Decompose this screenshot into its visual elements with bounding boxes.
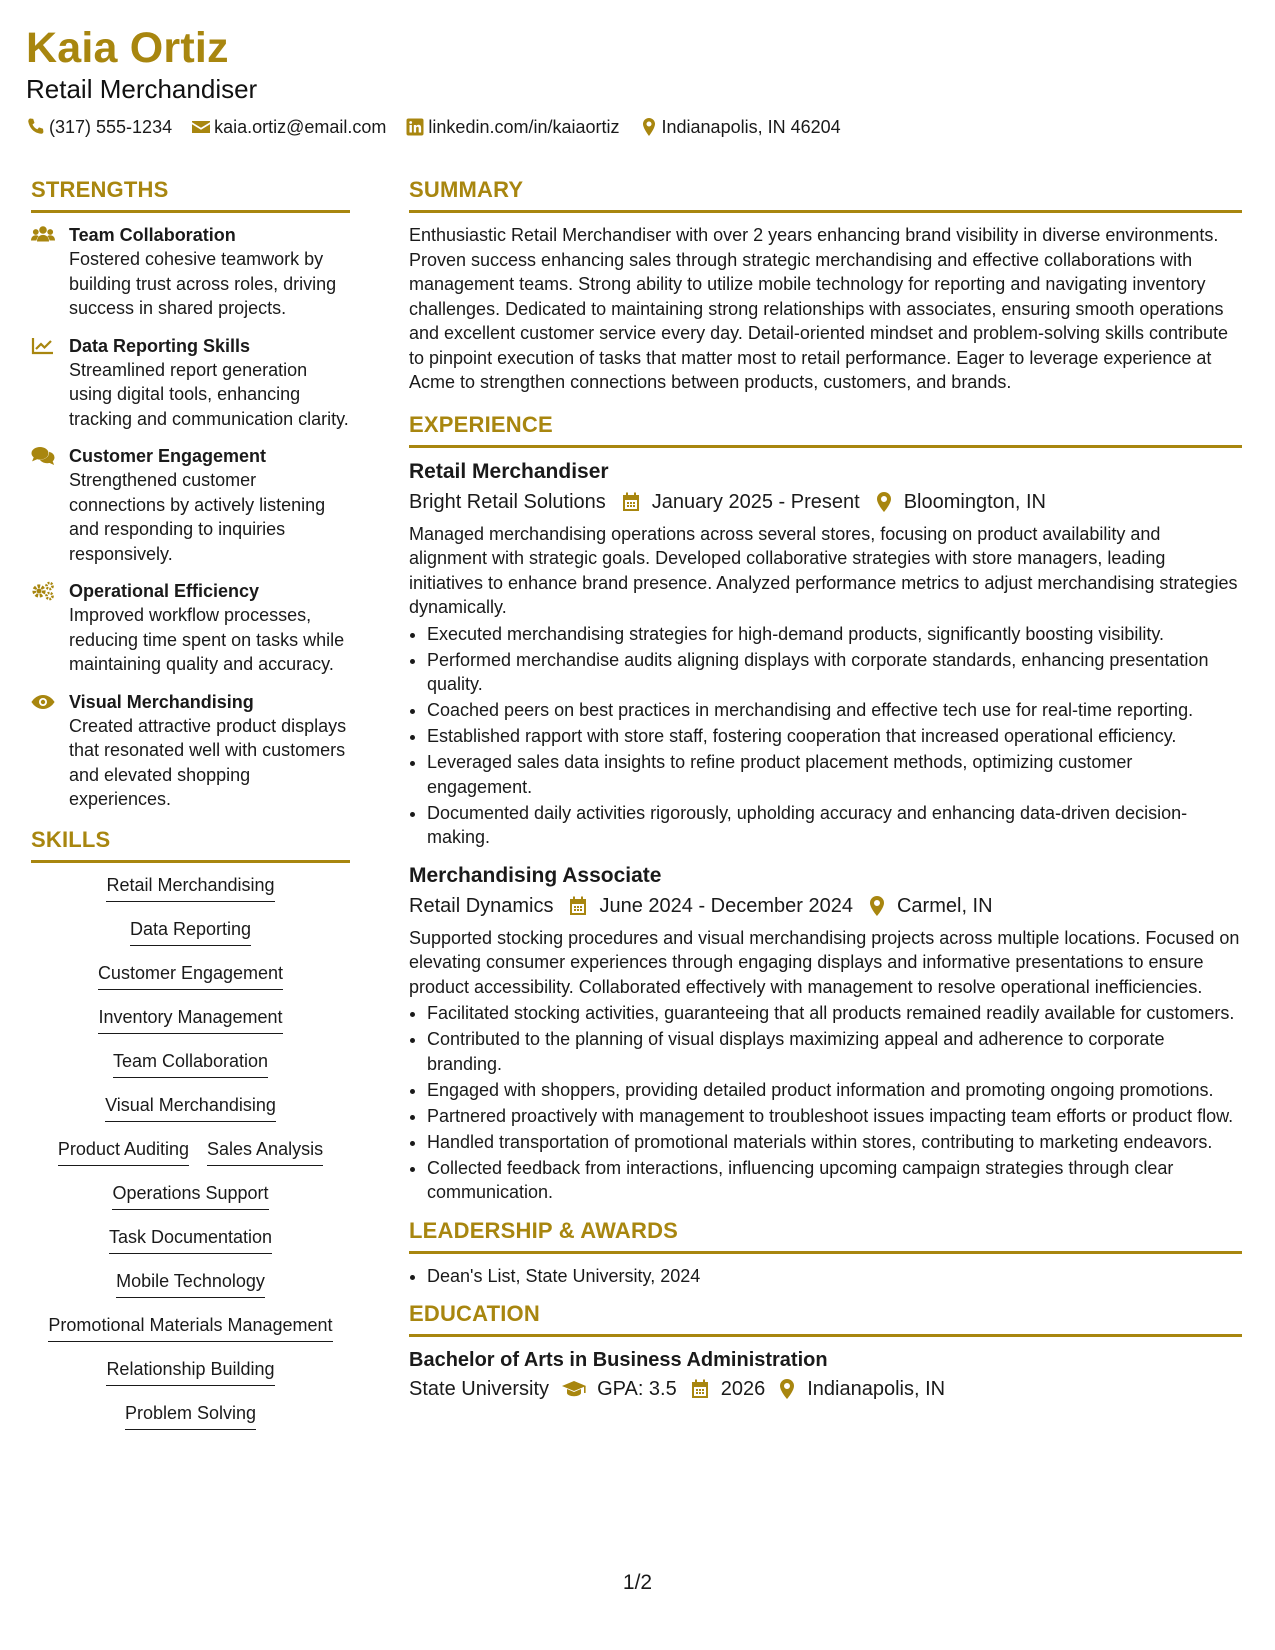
section-divider [31,210,350,213]
section-divider [409,1251,1242,1254]
skill-tag: Mobile Technology [116,1269,265,1298]
job-bullet: • Documented daily activities rigorously, upholding accuracy and enhancing data-driven decision-making. [427,801,1242,850]
calendar-icon [567,895,589,917]
skill-tag: Operations Support [112,1181,268,1210]
job-entry [409,458,1242,850]
comments-icon [31,446,55,466]
resume-header [26,22,1226,139]
strength-description: Created attractive product displays that resonated well with customers and elevated shopping experiences. [69,715,347,809]
strengths-heading: STRENGTHS [31,177,169,202]
education-location: Indianapolis, IN [807,1378,946,1400]
strength-title: Visual Merchandising [69,691,254,712]
education-degree: Bachelor of Arts in Business Administration [409,1349,828,1371]
job-bullet: • Engaged with shoppers, providing detailed product information and promoting ongoing promotions. [427,1078,1242,1103]
strength-title: Customer Engagement [69,446,267,466]
strength-description: Fostered cohesive teamwork by building trust across roles, driving success in shared projects. [69,249,337,318]
skill-tag: Relationship Building [106,1357,274,1386]
phone-text: (317) 555-1234 [49,117,173,137]
skill-tag: Data Reporting [130,917,251,946]
skill-tag: Inventory Management [98,1005,282,1034]
map-pin-icon [867,895,887,917]
strength-title: Data Reporting Skills [69,335,251,356]
job-description: Managed merchandising operations across several stores, focusing on product availability and alignment with strategic goals. Developed collaborative strategies with store managers, leading initiatives to enhance brand presence. Analyzed performance metrics to adjust merchandising strategies dynamically. [409,523,1238,617]
job-bullet: • Leveraged sales data insights to refine product placement methods, optimizing customer engagement. [427,750,1242,799]
contact-email [191,115,386,139]
chart-line-icon [31,336,55,356]
skill-tag: Promotional Materials Management [48,1313,332,1342]
linkedin-text: linkedin.com/in/kaiaortiz [428,117,620,137]
skill-tag: Visual Merchandising [105,1093,276,1122]
strength-item [31,444,350,566]
phone-icon [26,117,46,137]
skills-heading: SKILLS [31,826,111,852]
job-bullet: • Partnered proactively with management to troubleshoot issues impacting team efforts or product flow. [427,1104,1242,1129]
job-company: Retail Dynamics [409,894,554,917]
envelope-icon [191,117,211,137]
strength-item [31,690,350,812]
map-pin-icon [874,491,894,513]
job-description: Supported stocking procedures and visual merchandising projects across multiple locations. Focused on elevating consumer experiences through engaging displays and informative presentations to ensure product accessibility. Collaborated effectively with management to resolve operational inefficiencies. [409,927,1240,997]
contact-location [639,115,841,139]
strength-item [31,579,350,677]
map-pin-icon [777,1378,797,1400]
job-bullets [409,1001,1242,1205]
education-school: State University [409,1378,550,1400]
map-pin-icon [639,117,659,137]
job-bullet: • Facilitated stocking activities, guaranteeing that all products remained readily available for customers. [427,1001,1242,1026]
gears-icon [31,581,55,601]
job-bullet: • Collected feedback from interactions, influencing upcoming campaign strategies through clear communication. [427,1156,1242,1205]
candidate-title: Retail Merchandiser [26,74,258,104]
skill-tag: Retail Merchandising [106,873,274,902]
right-column [409,176,1242,1403]
skill-tag: Sales Analysis [207,1137,323,1166]
job-title: Merchandising Associate [409,863,662,887]
skill-tag: Customer Engagement [98,961,283,990]
strength-title: Operational Efficiency [69,581,260,601]
eye-icon [31,692,55,712]
calendar-icon [689,1378,711,1400]
leadership-heading: LEADERSHIP & AWARDS [409,1217,679,1243]
education-gpa: GPA: 3.5 [597,1378,677,1400]
strength-title: Team Collaboration [69,225,236,245]
job-bullet: • Performed merchandise audits aligning displays with corporate standards, enhancing presentation quality. [427,648,1242,697]
job-entry [409,862,1242,1205]
job-bullet: • Handled transportation of promotional materials within stores, contributing to marketing endeavors. [427,1130,1242,1155]
left-column [31,176,350,1445]
job-company: Bright Retail Solutions [409,490,606,513]
contact-linkedin [405,115,619,139]
contact-phone [26,115,172,139]
calendar-icon [620,491,642,513]
job-bullet: • Contributed to the planning of visual displays maximizing appeal and adherence to corporate branding. [427,1027,1242,1076]
skill-tag: Problem Solving [125,1401,256,1430]
strength-description: Improved workflow processes, reducing time spent on tasks while maintaining quality and accuracy. [69,605,345,674]
summary-text: Enthusiastic Retail Merchandiser with over 2 years enhancing brand visibility in diverse environments. Proven success enhancing sales through strategic merchandising and effective collaborations with management teams. Strong ability to utilize mobile technology for reporting and navigating inventory challenges. Dedicated to maintaining strong relationships with associates, ensuring smooth operations and excellent customer service every day. Detail-oriented mindset and problem-solving skills contribute to pinpoint execution of tasks that matter most to retail performance. Eager to leverage experience at Acme to strengthen connections between products, customers, and brands. [409,225,1229,392]
strength-item [31,334,350,432]
skill-tag: Task Documentation [109,1225,272,1254]
contact-bar [26,115,1226,139]
job-meta [409,488,1242,516]
job-dates: June 2024 - December 2024 [599,894,853,917]
email-text: kaia.ortiz@email.com [214,117,387,137]
job-meta [409,892,1242,920]
linkedin-icon [405,117,425,137]
graduation-cap-icon [561,1379,587,1399]
skill-tag: Team Collaboration [113,1049,268,1078]
summary-heading: SUMMARY [409,177,524,202]
job-dates: January 2025 - Present [651,490,860,513]
award-item: • Dean's List, State University, 2024 [427,1264,1242,1289]
job-bullet: • Established rapport with store staff, fostering cooperation that increased operational efficiency. [427,724,1242,749]
users-icon [31,225,55,245]
skills-list [31,873,350,1445]
section-divider [31,860,350,863]
location-text: Indianapolis, IN 46204 [661,117,841,137]
strength-description: Strengthened customer connections by actively listening and responding to inquiries responsively. [69,470,326,564]
education-meta [409,1375,1242,1403]
strength-description: Streamlined report generation using digital tools, enhancing tracking and communication clarity. [69,359,349,429]
page-number: 1/2 [622,1571,653,1594]
section-divider [409,1334,1242,1337]
education-year: 2026 [720,1378,766,1400]
section-divider [409,210,1242,213]
job-bullet: • Executed merchandising strategies for high-demand products, significantly boosting visibility. [427,622,1242,647]
experience-heading: EXPERIENCE [409,411,553,437]
job-location: Bloomington, IN [903,490,1046,513]
job-bullet: • Coached peers on best practices in merchandising and effective tech use for real-time reporting. [427,698,1242,723]
skill-tag: Product Auditing [58,1137,189,1166]
strength-item [31,223,350,321]
section-divider [409,445,1242,448]
job-location: Carmel, IN [896,894,993,917]
candidate-name: Kaia Ortiz [26,24,229,72]
leadership-list [409,1264,1242,1289]
education-heading: EDUCATION [409,1301,540,1326]
job-title: Retail Merchandiser [409,459,609,483]
job-bullets [409,622,1242,850]
